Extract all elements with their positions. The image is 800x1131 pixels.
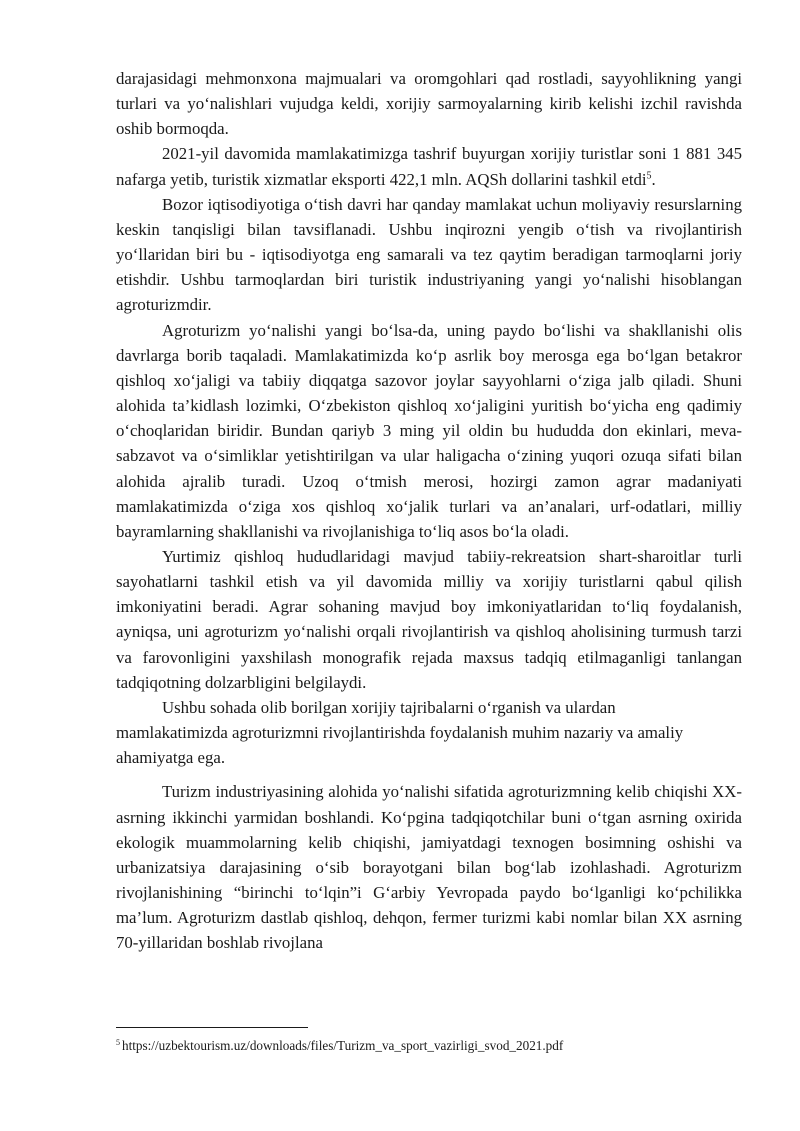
paragraph-tourism-industry: Turizm industriyasining alohida yoʻnalishi sifatida agroturizmning kelib chiqishi XX-asrning ikkinchi yarmidan boshlandi. Koʻpgina tadqiqotchilar buni oʻtgan asrning oxirida ekologik muammolarning kelib chiqishi, jamiyatdagi texnogen bosimning oshishi va urbanizatsiya darajasining oʻsib borayotgani bilan bogʻlab izohlashadi. Agroturizm rivojlanishining “birinchi toʻlqin”i Gʻarbiy Yevropada paydo boʻlganligi koʻpchilikka ma’lum. Agroturizm dastlab qishloq, dehqon, fermer turizmi kabi nomlar bilan XX asrning 70-yillaridan boshlab rivojlana <box>116 782 742 953</box>
footnote-divider <box>116 1027 308 1028</box>
paragraph-rural-opportunities: Yurtimiz qishloq hududlaridagi mavjud tabiiy-rekreatsion shart-sharoitlar turli sayohatlarni tashkil etish va yil davomida milliy va xorijiy turistlarni qabul qilish imkoniyatini beradi. Agrar sohaning mavjud boy imkoniyatlaridan toʻliq foydalanish, ayniqsa, uni agroturizm yoʻnalishi orqali rivojlantirish va qishloq aholisining turmush tarzi va farovonligini yaxshilash monografik rejada maxsus tadqiq etilmaganligi tanlangan tadqiqotning dolzarbligini belgilaydi. <box>116 546 742 692</box>
footnote <box>116 1037 742 1055</box>
footnote-number: 5 <box>116 1037 120 1047</box>
paragraph-agrotourism-origins: Agroturizm yoʻnalishi yangi boʻlsa-da, uning paydo boʻlishi va shakllanishi olis davrlarga borib taqaladi. Mamlakatimizda koʻp asrlik boy merosga ega boʻlgan betakror qishloq xoʻjaligi va tabiiy diqqatga sazovor joylar sayyohlarni oʻziga jalb qiladi. Shuni alohida ta’kidlash lozimki, Oʻzbekiston qishloq xoʻjaligini yuritish boʻyicha eng qadimiy oʻchoqlaridan biridir. Bundan qariyb 3 ming yil oldin bu hududda don ekinlari, meva-sabzavot va oʻsimliklar yetishtirilgan va ular haligacha oʻzining yuqori ozuqa sifati bilan alohida ajralib turadi. Uzoq oʻtmish merosi, hozirgi zamon agrar madaniyati mamlakatimizda oʻziga xos qishloq xoʻjalik turlari va an’analari, urf-odatlari, milliy bayramlarning shakllanishi va rivojlanishiga toʻliq asos boʻla oladi. <box>116 320 742 541</box>
paragraph-tourist-statistics <box>116 141 742 191</box>
paragraph-continuation: darajasidagi mehmonxona majmualari va oromgohlari qad rostladi, sayyohlikning yangi turlari va yoʻnalishlari vujudga keldi, xorijiy sarmoyalarning kirib kelishi izchil ravishda oshib bormoqda. <box>116 69 742 139</box>
footnote-link[interactable]: https://uzbektourism.uz/downloads/files/Turizm_va_sport_vazirligi_svod_2021.pdf <box>122 1038 564 1053</box>
sentence-end-period: . <box>651 169 656 189</box>
document-body <box>116 66 742 955</box>
footnote-reference[interactable]: 5 <box>646 170 652 182</box>
paragraph-tourist-statistics-text: 2021-yil davomida mamlakatimizga tashrif buyurgan xorijiy turistlar soni 1 881 345 nafarga yetib, turistik xizmatlar eksporti 422,1 mln. AQSh dollarini tashkil etdi <box>116 144 742 189</box>
paragraph-foreign-experience: Ushbu sohada olib borilgan xorijiy tajribalarni oʻrganish va ulardan mamlakatimizda agroturizmni rivojlantirishda foydalanish muhim nazariy va amaliy ahamiyatga ega. <box>116 697 684 768</box>
paragraph-market-economy: Bozor iqtisodiyotiga oʻtish davri har qanday mamlakat uchun moliyaviy resurslarning keskin tanqisligi bilan tavsiflanadi. Ushbu inqirozni yengib oʻtish va rivojlantirish yoʻllaridan biri bu - iqtisodiyotga eng samarali va tez qaytim beradigan tarmoqlarni joriy etishdir. Ushbu tarmoqlardan biri turistik industriyaning yangi yoʻnalishi hisoblangan agroturizmdir. <box>116 194 742 315</box>
